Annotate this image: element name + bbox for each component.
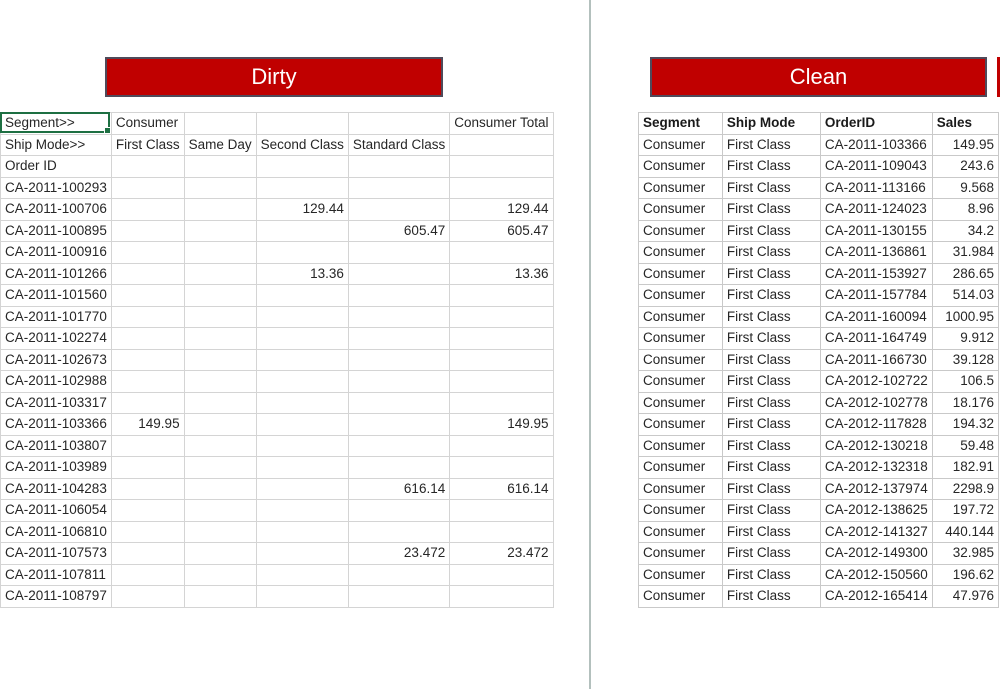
cell[interactable]: First Class bbox=[722, 242, 820, 264]
table-row bbox=[1, 306, 554, 328]
table-row bbox=[639, 371, 999, 393]
cell[interactable] bbox=[111, 543, 184, 565]
cell[interactable] bbox=[184, 177, 256, 199]
cell[interactable] bbox=[348, 392, 449, 414]
cell[interactable]: CA-2011-107573 bbox=[1, 543, 112, 565]
cell[interactable] bbox=[256, 478, 348, 500]
cell[interactable] bbox=[256, 220, 348, 242]
cell[interactable] bbox=[111, 521, 184, 543]
cell[interactable]: First Class bbox=[722, 457, 820, 479]
cell[interactable]: 616.14 bbox=[450, 478, 553, 500]
cell[interactable] bbox=[450, 349, 553, 371]
cell[interactable]: 440.144 bbox=[932, 521, 998, 543]
cell[interactable]: Consumer bbox=[639, 199, 723, 221]
clean-banner-label: Clean bbox=[789, 64, 848, 89]
cell[interactable]: First Class bbox=[722, 220, 820, 242]
cell[interactable] bbox=[184, 156, 256, 178]
table-row bbox=[639, 500, 999, 522]
table-row bbox=[1, 371, 554, 393]
cell[interactable]: CA-2011-106054 bbox=[1, 500, 112, 522]
cell[interactable]: CA-2011-107811 bbox=[1, 564, 112, 586]
cell[interactable] bbox=[184, 478, 256, 500]
cell[interactable] bbox=[256, 306, 348, 328]
cell[interactable] bbox=[450, 521, 553, 543]
cell[interactable]: CA-2011-100895 bbox=[1, 220, 112, 242]
cell[interactable]: Segment>> bbox=[1, 113, 112, 135]
cell[interactable]: Consumer bbox=[639, 521, 723, 543]
table-header-row bbox=[639, 113, 999, 135]
cell[interactable]: First Class bbox=[722, 177, 820, 199]
table-row bbox=[1, 263, 554, 285]
cell[interactable]: 9.912 bbox=[932, 328, 998, 350]
cell[interactable]: First Class bbox=[722, 199, 820, 221]
cell[interactable] bbox=[184, 263, 256, 285]
column-header[interactable]: Segment bbox=[639, 113, 723, 135]
table-row bbox=[1, 199, 554, 221]
cell[interactable] bbox=[184, 285, 256, 307]
cell[interactable]: CA-2012-132318 bbox=[820, 457, 932, 479]
cell[interactable] bbox=[348, 586, 449, 608]
cell[interactable] bbox=[111, 306, 184, 328]
cell[interactable]: 605.47 bbox=[348, 220, 449, 242]
table-row bbox=[1, 392, 554, 414]
cell[interactable]: 514.03 bbox=[932, 285, 998, 307]
cell[interactable] bbox=[256, 177, 348, 199]
cell[interactable]: CA-2012-141327 bbox=[820, 521, 932, 543]
cell[interactable]: CA-2012-165414 bbox=[820, 586, 932, 608]
cell[interactable]: 182.91 bbox=[932, 457, 998, 479]
cell[interactable] bbox=[450, 435, 553, 457]
dirty-table-region bbox=[0, 112, 550, 603]
cell[interactable]: Consumer bbox=[639, 263, 723, 285]
cell[interactable]: Same Day bbox=[184, 134, 256, 156]
cell[interactable]: First Class bbox=[722, 371, 820, 393]
cell[interactable] bbox=[256, 543, 348, 565]
cell[interactable] bbox=[184, 306, 256, 328]
cell[interactable] bbox=[256, 414, 348, 436]
cell[interactable] bbox=[450, 242, 553, 264]
cell[interactable]: 616.14 bbox=[348, 478, 449, 500]
cell[interactable]: Consumer bbox=[639, 543, 723, 565]
cell[interactable]: CA-2012-138625 bbox=[820, 500, 932, 522]
cell[interactable]: CA-2011-100706 bbox=[1, 199, 112, 221]
cell[interactable] bbox=[450, 156, 553, 178]
table-row bbox=[639, 177, 999, 199]
table-row bbox=[639, 199, 999, 221]
cell[interactable]: Consumer bbox=[639, 478, 723, 500]
cell[interactable]: CA-2012-130218 bbox=[820, 435, 932, 457]
cell[interactable]: 149.95 bbox=[450, 414, 553, 436]
cell[interactable] bbox=[450, 328, 553, 350]
cell[interactable]: 149.95 bbox=[111, 414, 184, 436]
cell[interactable] bbox=[256, 586, 348, 608]
table-row bbox=[639, 328, 999, 350]
cell[interactable]: Consumer bbox=[111, 113, 184, 135]
cell[interactable]: CA-2011-103317 bbox=[1, 392, 112, 414]
cell[interactable]: 18.176 bbox=[932, 392, 998, 414]
cell[interactable] bbox=[256, 113, 348, 135]
cell[interactable]: Consumer bbox=[639, 500, 723, 522]
cell[interactable] bbox=[184, 199, 256, 221]
cell[interactable]: CA-2011-103366 bbox=[1, 414, 112, 436]
cell[interactable]: Consumer bbox=[639, 306, 723, 328]
cell[interactable]: First Class bbox=[722, 564, 820, 586]
cell[interactable]: CA-2011-109043 bbox=[820, 156, 932, 178]
cell[interactable]: Consumer bbox=[639, 349, 723, 371]
cell[interactable] bbox=[184, 586, 256, 608]
cell[interactable]: Consumer Total bbox=[450, 113, 553, 135]
column-header[interactable]: OrderID bbox=[820, 113, 932, 135]
table-row bbox=[639, 306, 999, 328]
cell[interactable]: CA-2011-166730 bbox=[820, 349, 932, 371]
cell[interactable]: CA-2012-117828 bbox=[820, 414, 932, 436]
table-row bbox=[639, 156, 999, 178]
cell[interactable] bbox=[111, 500, 184, 522]
cell[interactable]: First Class bbox=[722, 306, 820, 328]
cell[interactable] bbox=[450, 177, 553, 199]
clean-banner[interactable] bbox=[650, 57, 987, 97]
cell[interactable]: CA-2011-102988 bbox=[1, 371, 112, 393]
cell[interactable]: CA-2012-137974 bbox=[820, 478, 932, 500]
cell[interactable] bbox=[348, 564, 449, 586]
cell[interactable]: Consumer bbox=[639, 414, 723, 436]
table-row bbox=[1, 328, 554, 350]
cell[interactable] bbox=[111, 242, 184, 264]
cell[interactable]: 59.48 bbox=[932, 435, 998, 457]
table-row bbox=[1, 134, 554, 156]
cell[interactable]: 8.96 bbox=[932, 199, 998, 221]
cell[interactable]: First Class bbox=[722, 586, 820, 608]
cell[interactable]: CA-2011-102673 bbox=[1, 349, 112, 371]
table-row bbox=[639, 263, 999, 285]
cell[interactable] bbox=[348, 156, 449, 178]
cell[interactable] bbox=[111, 263, 184, 285]
cell[interactable]: Consumer bbox=[639, 285, 723, 307]
cell[interactable]: Standard Class bbox=[348, 134, 449, 156]
cell[interactable]: First Class bbox=[722, 500, 820, 522]
cell[interactable] bbox=[111, 199, 184, 221]
clean-table bbox=[638, 112, 999, 608]
cell[interactable]: CA-2011-113166 bbox=[820, 177, 932, 199]
table-row bbox=[639, 435, 999, 457]
cell[interactable] bbox=[111, 349, 184, 371]
cell[interactable]: Consumer bbox=[639, 328, 723, 350]
cell[interactable] bbox=[450, 564, 553, 586]
cell[interactable]: CA-2011-100916 bbox=[1, 242, 112, 264]
cell[interactable]: First Class bbox=[722, 328, 820, 350]
cell[interactable] bbox=[256, 564, 348, 586]
cell[interactable] bbox=[111, 435, 184, 457]
cell[interactable]: 13.36 bbox=[256, 263, 348, 285]
cell[interactable] bbox=[450, 134, 553, 156]
cell[interactable]: Consumer bbox=[639, 586, 723, 608]
cell[interactable] bbox=[256, 435, 348, 457]
cell[interactable]: Ship Mode>> bbox=[1, 134, 112, 156]
cell[interactable] bbox=[184, 457, 256, 479]
cell[interactable]: Consumer bbox=[639, 457, 723, 479]
cell[interactable]: First Class bbox=[722, 414, 820, 436]
cell[interactable] bbox=[450, 285, 553, 307]
table-row bbox=[1, 435, 554, 457]
cell[interactable] bbox=[348, 285, 449, 307]
table-row bbox=[1, 414, 554, 436]
table-row bbox=[1, 586, 554, 608]
cell[interactable]: Consumer bbox=[639, 392, 723, 414]
cell[interactable] bbox=[450, 392, 553, 414]
cell[interactable] bbox=[184, 371, 256, 393]
column-header[interactable]: Sales bbox=[932, 113, 998, 135]
cell[interactable]: 23.472 bbox=[348, 543, 449, 565]
cell[interactable] bbox=[184, 564, 256, 586]
cell[interactable] bbox=[256, 349, 348, 371]
cell[interactable]: CA-2011-160094 bbox=[820, 306, 932, 328]
cell[interactable]: CA-2011-136861 bbox=[820, 242, 932, 264]
cell[interactable] bbox=[348, 306, 449, 328]
cell[interactable] bbox=[184, 349, 256, 371]
column-header[interactable]: Ship Mode bbox=[722, 113, 820, 135]
cell[interactable] bbox=[184, 414, 256, 436]
cell[interactable]: 194.32 bbox=[932, 414, 998, 436]
table-row bbox=[639, 543, 999, 565]
cell[interactable] bbox=[256, 285, 348, 307]
table-row bbox=[639, 285, 999, 307]
cell[interactable] bbox=[111, 285, 184, 307]
cell[interactable]: 13.36 bbox=[450, 263, 553, 285]
cell[interactable] bbox=[111, 457, 184, 479]
cell[interactable] bbox=[111, 371, 184, 393]
table-row bbox=[1, 285, 554, 307]
cell[interactable] bbox=[348, 500, 449, 522]
cell[interactable]: CA-2011-102274 bbox=[1, 328, 112, 350]
cell[interactable]: 605.47 bbox=[450, 220, 553, 242]
cell[interactable]: Consumer bbox=[639, 371, 723, 393]
cell[interactable]: First Class bbox=[722, 543, 820, 565]
table-row bbox=[1, 220, 554, 242]
cell[interactable]: First Class bbox=[722, 263, 820, 285]
cell[interactable]: First Class bbox=[722, 156, 820, 178]
cell[interactable]: CA-2011-157784 bbox=[820, 285, 932, 307]
cell[interactable] bbox=[111, 177, 184, 199]
cell[interactable] bbox=[111, 586, 184, 608]
table-row bbox=[1, 177, 554, 199]
cell[interactable] bbox=[184, 392, 256, 414]
cell[interactable] bbox=[256, 500, 348, 522]
cell[interactable]: CA-2011-164749 bbox=[820, 328, 932, 350]
table-row bbox=[639, 349, 999, 371]
cell[interactable]: Consumer bbox=[639, 220, 723, 242]
dirty-table bbox=[0, 112, 554, 608]
cell[interactable] bbox=[348, 521, 449, 543]
cell[interactable]: Consumer bbox=[639, 156, 723, 178]
cell[interactable]: CA-2011-108797 bbox=[1, 586, 112, 608]
cell[interactable]: CA-2012-150560 bbox=[820, 564, 932, 586]
cell[interactable] bbox=[256, 392, 348, 414]
cell[interactable]: CA-2011-106810 bbox=[1, 521, 112, 543]
cell[interactable] bbox=[111, 392, 184, 414]
cell[interactable]: 196.62 bbox=[932, 564, 998, 586]
table-row bbox=[639, 586, 999, 608]
table-row bbox=[639, 220, 999, 242]
cell[interactable] bbox=[256, 328, 348, 350]
cell[interactable]: First Class bbox=[722, 392, 820, 414]
table-row bbox=[639, 134, 999, 156]
cell[interactable]: 34.2 bbox=[932, 220, 998, 242]
table-row bbox=[1, 156, 554, 178]
cell[interactable]: CA-2012-102778 bbox=[820, 392, 932, 414]
cell[interactable] bbox=[256, 156, 348, 178]
cell[interactable] bbox=[348, 349, 449, 371]
clean-table-region bbox=[638, 112, 999, 603]
cell[interactable] bbox=[348, 199, 449, 221]
cell[interactable] bbox=[348, 263, 449, 285]
cell[interactable]: CA-2011-103366 bbox=[820, 134, 932, 156]
cell[interactable]: 1000.95 bbox=[932, 306, 998, 328]
table-row bbox=[1, 457, 554, 479]
cell[interactable]: 2298.9 bbox=[932, 478, 998, 500]
dirty-banner[interactable] bbox=[105, 57, 443, 97]
cell[interactable]: 286.65 bbox=[932, 263, 998, 285]
cell[interactable]: CA-2012-102722 bbox=[820, 371, 932, 393]
cell[interactable]: First Class bbox=[722, 521, 820, 543]
table-row bbox=[639, 564, 999, 586]
cell[interactable]: Consumer bbox=[639, 177, 723, 199]
cell[interactable] bbox=[184, 521, 256, 543]
cell[interactable]: 9.568 bbox=[932, 177, 998, 199]
cell[interactable]: 243.6 bbox=[932, 156, 998, 178]
cell[interactable] bbox=[184, 543, 256, 565]
cell[interactable] bbox=[348, 435, 449, 457]
cell[interactable]: 47.976 bbox=[932, 586, 998, 608]
cell[interactable]: Consumer bbox=[639, 134, 723, 156]
cell[interactable] bbox=[348, 457, 449, 479]
cell[interactable]: CA-2011-104283 bbox=[1, 478, 112, 500]
cell[interactable] bbox=[184, 328, 256, 350]
cell[interactable]: CA-2011-130155 bbox=[820, 220, 932, 242]
table-row bbox=[1, 564, 554, 586]
cell[interactable]: 23.472 bbox=[450, 543, 553, 565]
dirty-banner-label: Dirty bbox=[251, 64, 297, 89]
cell[interactable] bbox=[348, 242, 449, 264]
cell[interactable] bbox=[256, 521, 348, 543]
table-row bbox=[639, 521, 999, 543]
table-row bbox=[1, 543, 554, 565]
cell[interactable] bbox=[450, 457, 553, 479]
cell[interactable]: First Class bbox=[722, 435, 820, 457]
cell[interactable]: First Class bbox=[111, 134, 184, 156]
cell[interactable]: First Class bbox=[722, 478, 820, 500]
cell[interactable] bbox=[450, 500, 553, 522]
cell[interactable]: 129.44 bbox=[256, 199, 348, 221]
table-row bbox=[1, 500, 554, 522]
cell[interactable]: 129.44 bbox=[450, 199, 553, 221]
cell[interactable] bbox=[450, 371, 553, 393]
cell[interactable] bbox=[348, 177, 449, 199]
cell[interactable]: CA-2011-101560 bbox=[1, 285, 112, 307]
cell[interactable]: First Class bbox=[722, 134, 820, 156]
cell[interactable]: CA-2012-149300 bbox=[820, 543, 932, 565]
cell[interactable]: 39.128 bbox=[932, 349, 998, 371]
cell[interactable] bbox=[348, 414, 449, 436]
cell[interactable] bbox=[111, 220, 184, 242]
cell[interactable]: First Class bbox=[722, 349, 820, 371]
cell[interactable] bbox=[184, 220, 256, 242]
cell[interactable]: CA-2011-124023 bbox=[820, 199, 932, 221]
cell[interactable] bbox=[256, 457, 348, 479]
section-divider bbox=[589, 0, 591, 689]
cell[interactable] bbox=[256, 242, 348, 264]
cell[interactable]: 31.984 bbox=[932, 242, 998, 264]
cell[interactable] bbox=[256, 371, 348, 393]
table-row bbox=[1, 521, 554, 543]
cell[interactable] bbox=[184, 435, 256, 457]
cell[interactable] bbox=[111, 156, 184, 178]
cell[interactable] bbox=[450, 306, 553, 328]
cell[interactable]: CA-2011-101266 bbox=[1, 263, 112, 285]
cell[interactable] bbox=[111, 564, 184, 586]
cell[interactable]: CA-2011-153927 bbox=[820, 263, 932, 285]
cell[interactable]: Consumer bbox=[639, 435, 723, 457]
table-row bbox=[1, 349, 554, 371]
cell[interactable] bbox=[348, 371, 449, 393]
cell[interactable]: CA-2011-103807 bbox=[1, 435, 112, 457]
table-row bbox=[639, 392, 999, 414]
cell[interactable] bbox=[184, 242, 256, 264]
cell[interactable] bbox=[348, 328, 449, 350]
table-row bbox=[639, 478, 999, 500]
cell[interactable]: Second Class bbox=[256, 134, 348, 156]
cell[interactable]: 149.95 bbox=[932, 134, 998, 156]
cell[interactable] bbox=[184, 113, 256, 135]
cell[interactable] bbox=[111, 328, 184, 350]
cell[interactable]: 32.985 bbox=[932, 543, 998, 565]
cell[interactable] bbox=[450, 586, 553, 608]
cell[interactable]: Consumer bbox=[639, 564, 723, 586]
cell[interactable]: 197.72 bbox=[932, 500, 998, 522]
table-row bbox=[639, 414, 999, 436]
cell[interactable]: CA-2011-101770 bbox=[1, 306, 112, 328]
cell[interactable]: 106.5 bbox=[932, 371, 998, 393]
cell[interactable]: Order ID bbox=[1, 156, 112, 178]
cell[interactable] bbox=[184, 500, 256, 522]
table-row bbox=[639, 457, 999, 479]
table-row bbox=[639, 242, 999, 264]
cell[interactable]: First Class bbox=[722, 285, 820, 307]
table-row bbox=[1, 113, 554, 135]
cell[interactable] bbox=[111, 478, 184, 500]
cell[interactable]: CA-2011-103989 bbox=[1, 457, 112, 479]
table-row bbox=[1, 478, 554, 500]
cell[interactable]: CA-2011-100293 bbox=[1, 177, 112, 199]
cell[interactable]: Consumer bbox=[639, 242, 723, 264]
table-row bbox=[1, 242, 554, 264]
cell[interactable] bbox=[348, 113, 449, 135]
